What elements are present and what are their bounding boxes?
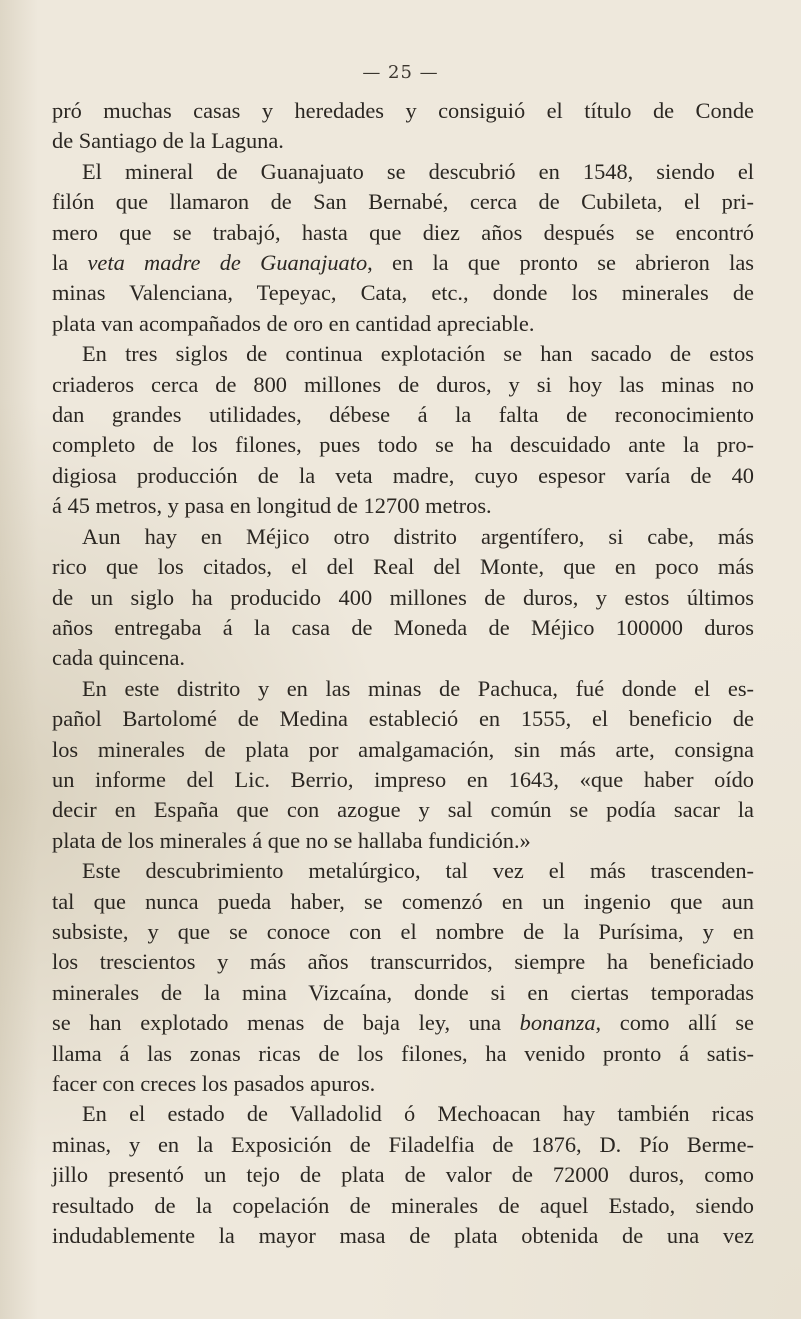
text-line: se han explotado menas de baja ley, una bonanza, como allí se	[52, 1010, 754, 1036]
text-line: minerales de la mina Vizcaína, donde si en ciertas temporadas	[52, 979, 754, 1005]
text-line: En este distrito y en las minas de Pachuca, fué donde el es-	[82, 675, 754, 701]
text-line: minas Valenciana, Tepeyac, Cata, etc., donde los minerales de	[52, 280, 754, 306]
text-line: completo de los filones, pues todo se ha descuidado ante la pro-	[52, 432, 754, 458]
text-line: llama á las zonas ricas de los filones, ha venido pronto á satis-	[52, 1040, 754, 1066]
text-line: de un siglo ha producido 400 millones de duros, y estos últimos	[52, 584, 754, 610]
text-line: resultado de la copelación de minerales de aquel Estado, siendo	[52, 1192, 754, 1218]
text-line: El mineral de Guanajuato se descubrió en 1548, siendo el	[82, 158, 754, 184]
text-line: Aun hay en Méjico otro distrito argentífero, si cabe, más	[82, 523, 754, 549]
text-line: criaderos cerca de 800 millones de duros, y si hoy las minas no	[52, 371, 754, 397]
text-line: á 45 metros, y pasa en longitud de 12700 metros.	[52, 493, 492, 519]
text-line: decir en España que con azogue y sal común se podía sacar la	[52, 797, 754, 823]
text-line: En el estado de Valladolid ó Mechoacan hay también ricas	[82, 1101, 754, 1127]
page-number: — 25 —	[362, 62, 439, 83]
text-line: años entregaba á la casa de Moneda de Méjico 100000 duros	[52, 614, 754, 640]
text-line: Este descubrimiento metalúrgico, tal vez el más trascenden-	[82, 858, 754, 884]
text-line: mero que se trabajó, hasta que diez años después se encontró	[52, 219, 754, 245]
text-line: En tres siglos de continua explotación se han sacado de estos	[82, 341, 754, 367]
text-line: plata de los minerales á que no se hallaba fundición.»	[52, 827, 531, 853]
italic-phrase: veta madre de Guanajuato	[87, 250, 368, 276]
text-line: pró muchas casas y heredades y consiguió el título de Conde	[52, 98, 754, 123]
body-text	[52, 96, 754, 1251]
text-line: plata van acompañados de oro en cantidad apreciable.	[52, 310, 535, 336]
text-line: minas, y en la Exposición de Filadelfia de 1876, D. Pío Berme-	[52, 1131, 754, 1157]
text-line: indudablemente la mayor masa de plata obtenida de una vez	[52, 1223, 754, 1249]
text-line: rico que los citados, el del Real del Monte, que en poco más	[52, 554, 754, 580]
text-line: cada quincena.	[52, 645, 186, 671]
text-line: los trescientos y más años transcurridos, siempre ha beneficiado	[52, 949, 754, 975]
text-line: facer con creces los pasados apuros.	[52, 1071, 376, 1096]
text-line: filón que llamaron de San Bernabé, cerca de Cubileta, el pri-	[52, 189, 754, 215]
text-line: jillo presentó un tejo de plata de valor de 72000 duros, como	[52, 1162, 754, 1188]
text-line: un informe del Lic. Berrio, impreso en 1643, «que haber oído	[52, 766, 754, 792]
page-edge-shadow	[0, 0, 38, 1319]
text-line: de Santiago de la Laguna.	[52, 128, 284, 154]
text-line: digiosa producción de la veta madre, cuyo espesor varía de 40	[52, 462, 754, 488]
text-line: los minerales de plata por amalgamación, sin más arte, consigna	[52, 736, 754, 762]
text-line: la veta madre de Guanajuato, en la que pronto se abrieron las	[52, 250, 755, 276]
text-line: tal que nunca pueda haber, se comenzó en un ingenio que aun	[52, 888, 754, 914]
text-line: dan grandes utilidades, débese á la falta de reconocimiento	[52, 402, 754, 428]
italic-phrase: bonanza	[519, 1010, 596, 1036]
text-line: pañol Bartolomé de Medina estableció en 1555, el beneficio de	[52, 706, 754, 732]
text-line: subsiste, y que se conoce con el nombre de la Purísima, y en	[52, 918, 754, 944]
